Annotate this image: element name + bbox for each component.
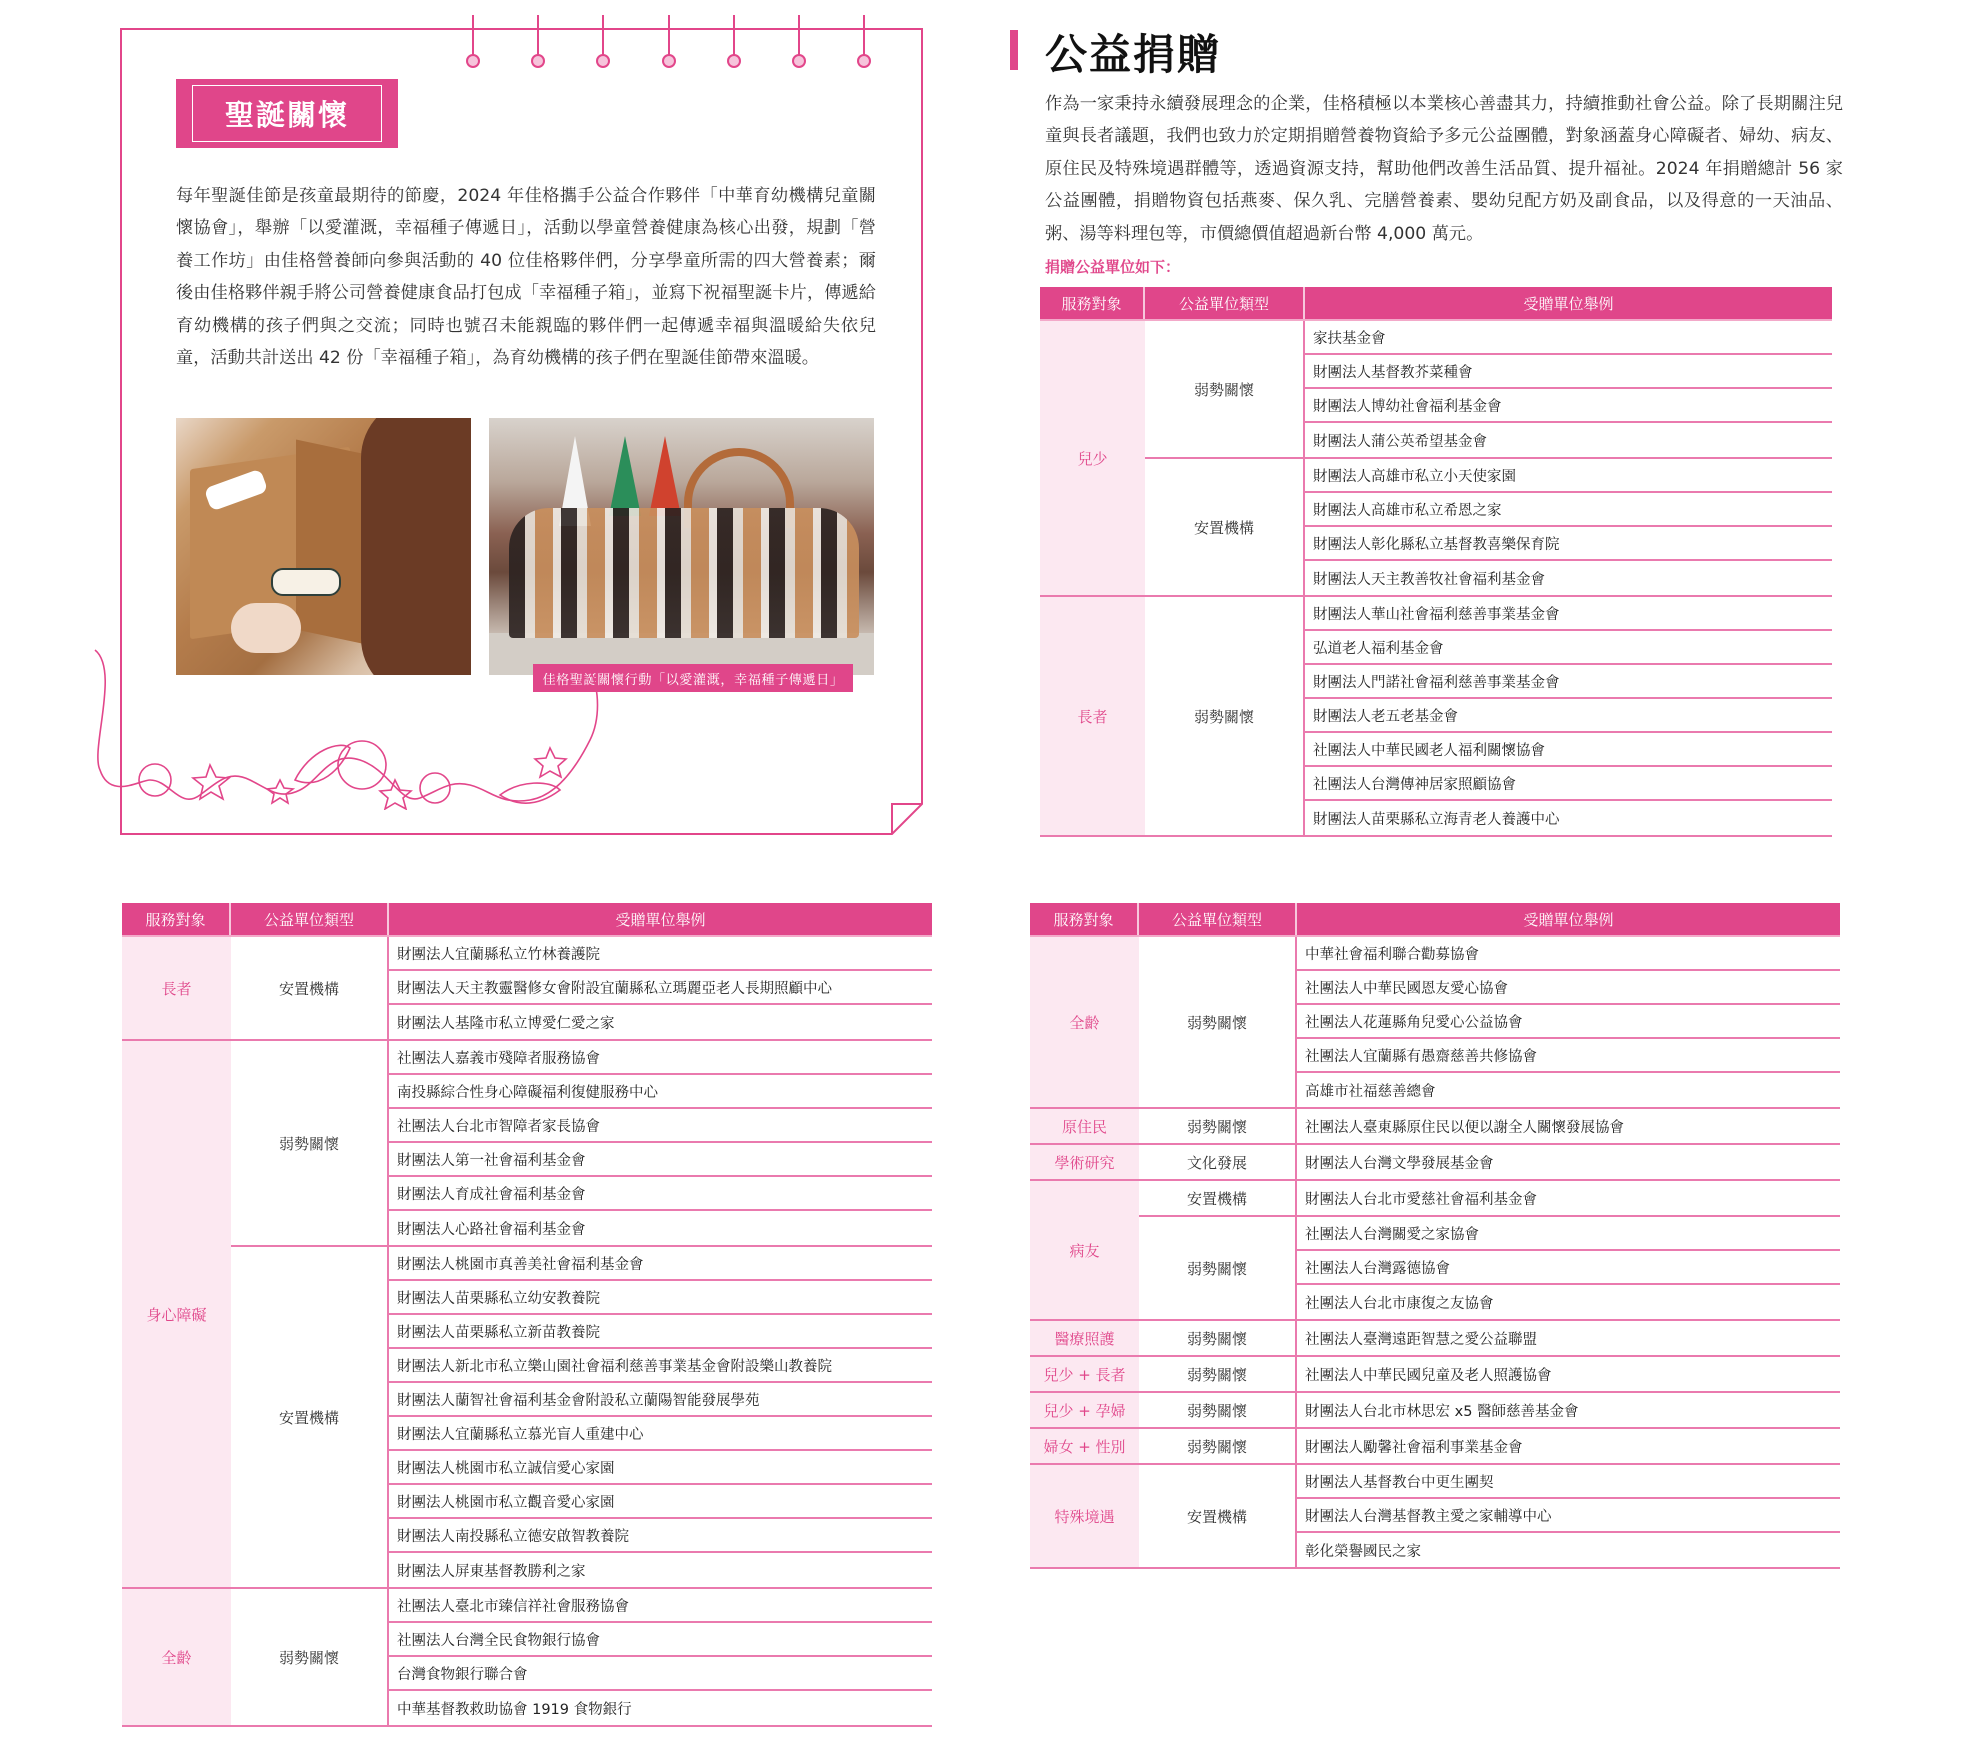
table-row: [1139, 1217, 1840, 1319]
christmas-title-text: 聖誕關懷: [192, 85, 382, 142]
recipient-org-cell: 財團法人育成社會福利基金會: [389, 1177, 932, 1211]
table-row: [231, 1041, 932, 1247]
table-row-group: [122, 1041, 932, 1589]
recipient-org-cell: 財團法人屏東基督教勝利之家: [397, 1563, 586, 1580]
recipient-org-cell: 財團法人桃園市私立誠信愛心家園: [389, 1451, 932, 1485]
table-row: [1139, 1145, 1840, 1179]
recipient-org-cell: 中華社會福利聯合勸募協會: [1297, 937, 1840, 971]
column-header-service-target: 服務對象: [122, 903, 231, 935]
recipient-org-cell: 財團法人台灣基督教主愛之家輔導中心: [1297, 1499, 1840, 1533]
recipient-org-cell: 財團法人宜蘭縣私立慕光盲人重建中心: [389, 1417, 932, 1451]
recipient-org-cell: 社團法人嘉義市殘障者服務協會: [389, 1041, 932, 1075]
recipient-org-cell: 財團法人心路社會福利基金會: [397, 1221, 586, 1238]
recipient-org-cell: 社團法人台北市康復之友協會: [1305, 1295, 1494, 1312]
pin-icon: [857, 15, 871, 67]
christmas-note-frame-bottom-edge: [120, 833, 892, 835]
recipient-org-cell: 中華基督教救助協會 1919 食物銀行: [397, 1701, 632, 1718]
table-row-group: [1030, 1321, 1840, 1357]
table-row-group: [1030, 1429, 1840, 1465]
photo-caption: 佳格聖誕關懷行動「以愛灌溉，幸福種子傳遞日」: [533, 664, 853, 692]
page-fold-corner-icon: [891, 803, 923, 835]
recipient-org-cell: 財團法人桃園市私立觀音愛心家園: [389, 1485, 932, 1519]
table-row-group: [1030, 1145, 1840, 1181]
pin-icon: [466, 15, 480, 67]
table-row: [1139, 937, 1840, 1107]
recipient-org-cell: 社團法人台北市智障者家長協會: [389, 1109, 932, 1143]
pin-icon: [662, 15, 676, 67]
unit-type-cell: 文化發展: [1139, 1145, 1297, 1179]
table-row: [1139, 1357, 1840, 1391]
donation-section-title: 公益捐贈: [1045, 30, 1222, 79]
recipient-org-cell: 南投縣綜合性身心障礙福利復健服務中心: [389, 1075, 932, 1109]
unit-type-cell: 弱勢關懷: [1145, 321, 1305, 457]
service-target-cell: 全齡: [1030, 937, 1139, 1107]
christmas-section-title: [176, 79, 398, 148]
unit-type-cell: 弱勢關懷: [1139, 1393, 1297, 1427]
recipient-org-cell: 社團法人中華民國老人福利關懷協會: [1305, 733, 1832, 767]
recipient-org-cell: 財團法人基督教台中更生團契: [1297, 1465, 1840, 1499]
recipient-org-cell: 財團法人天主教善牧社會福利基金會: [1313, 571, 1545, 588]
recipient-org-cell: 社團法人臺灣遠距智慧之愛公益聯盟: [1305, 1331, 1537, 1348]
service-target-cell: 長者: [122, 937, 231, 1039]
unit-type-cell: 弱勢關懷: [1139, 1429, 1297, 1463]
section-accent-bar: [1010, 30, 1018, 70]
recipient-org-cell: 財團法人華山社會福利慈善事業基金會: [1305, 597, 1832, 631]
table-row: [1139, 1429, 1840, 1463]
column-header-service-target: 服務對象: [1030, 903, 1139, 935]
unit-type-cell: 安置機構: [1139, 1181, 1297, 1215]
service-target-cell: 病友: [1030, 1181, 1139, 1319]
recipient-org-cell: 台灣食物銀行聯合會: [389, 1657, 932, 1691]
table-row-group: [122, 937, 932, 1041]
unit-type-cell: 安置機構: [1139, 1465, 1297, 1567]
recipient-org-cell: 財團法人基督教芥菜種會: [1305, 355, 1832, 389]
recipient-org-cell: 財團法人天主教靈醫修女會附設宜蘭縣私立瑪麗亞老人長期照顧中心: [389, 971, 932, 1005]
recipient-org-cell: 社團法人臺北市臻信祥社會服務協會: [389, 1589, 932, 1623]
recipient-org-cell: 高雄市社福慈善總會: [1305, 1083, 1436, 1100]
unit-type-cell: 弱勢關懷: [1145, 597, 1305, 835]
service-target-cell: 全齡: [122, 1589, 231, 1725]
christmas-note-frame-right-edge: [921, 28, 923, 804]
recipient-org-cell: 財團法人台灣文學發展基金會: [1305, 1155, 1494, 1172]
table-row-group: [1030, 1109, 1840, 1145]
service-target-cell: 原住民: [1030, 1109, 1139, 1143]
recipient-org-cell: 社團法人台灣全民食物銀行協會: [389, 1623, 932, 1657]
recipient-org-cell: 財團法人基隆市私立博愛仁愛之家: [397, 1015, 615, 1032]
service-target-cell: 婦女 + 性別: [1030, 1429, 1139, 1463]
recipient-org-cell: 財團法人桃園市真善美社會福利基金會: [389, 1247, 932, 1281]
service-target-cell: 兒少: [1040, 321, 1145, 595]
table-row: [1139, 1321, 1840, 1355]
recipient-org-cell: 財團法人門諾社會福利慈善事業基金會: [1305, 665, 1832, 699]
unit-type-cell: 安置機構: [1145, 459, 1305, 595]
recipient-org-cell: 財團法人苗栗縣私立海青老人養護中心: [1313, 811, 1560, 828]
recipient-org-cell: 社團法人中華民國恩友愛心協會: [1297, 971, 1840, 1005]
recipient-org-cell: 社團法人台灣露德協會: [1297, 1251, 1840, 1285]
recipient-org-cell: 家扶基金會: [1305, 321, 1832, 355]
table-header: [122, 903, 932, 937]
group-photo: [489, 418, 874, 675]
recipient-org-cell: 社團法人台灣傳神居家照顧協會: [1305, 767, 1832, 801]
table-row: [231, 937, 932, 1039]
pin-icon: [727, 15, 741, 67]
unit-type-cell: 弱勢關懷: [1139, 1109, 1297, 1143]
recipient-org-cell: 財團法人第一社會福利基金會: [389, 1143, 932, 1177]
column-header-recipient-examples: 受贈單位舉例: [1523, 910, 1614, 929]
table-row-group: [1030, 1393, 1840, 1429]
column-header-service-target: 服務對象: [1040, 287, 1145, 319]
recipient-org-cell: 財團法人南投縣私立德安啟智教養院: [389, 1519, 932, 1553]
column-header-unit-type: 公益單位類型: [1139, 903, 1297, 935]
table-row: [1145, 321, 1832, 459]
gift-box-decorating-photo: [176, 418, 471, 675]
recipient-org-cell: 社團法人台灣關愛之家協會: [1297, 1217, 1840, 1251]
recipient-org-cell: 社團法人臺東縣原住民以便以謝全人關懷發展協會: [1305, 1119, 1624, 1136]
recipient-org-cell: 社團法人中華民國兒童及老人照護協會: [1305, 1367, 1552, 1384]
column-header-unit-type: 公益單位類型: [1145, 287, 1305, 319]
table-header: [1030, 903, 1840, 937]
unit-type-cell: 弱勢關懷: [1139, 1321, 1297, 1355]
table-header: [1040, 287, 1832, 321]
recipient-org-cell: 財團法人苗栗縣私立幼安教養院: [389, 1281, 932, 1315]
recipient-org-cell: 財團法人台北市愛慈社會福利基金會: [1305, 1191, 1537, 1208]
recipient-org-cell: 社團法人宜蘭縣有愚齋慈善共修協會: [1297, 1039, 1840, 1073]
recipient-org-cell: 彰化榮譽國民之家: [1305, 1543, 1421, 1560]
pin-icon: [596, 15, 610, 67]
column-header-recipient-examples: 受贈單位舉例: [615, 910, 706, 929]
table-row-group: [1040, 321, 1832, 597]
unit-type-cell: 弱勢關懷: [231, 1041, 389, 1245]
table-row: [1145, 459, 1832, 595]
table-row: [231, 1589, 932, 1725]
recipient-org-cell: 財團法人台北市林思宏 x5 醫師慈善基金會: [1305, 1403, 1579, 1420]
column-header-unit-type: 公益單位類型: [231, 903, 389, 935]
table-row: [1139, 1393, 1840, 1427]
table-row: [1139, 1465, 1840, 1567]
recipient-org-cell: 財團法人蒲公英希望基金會: [1313, 433, 1487, 450]
recipient-org-cell: 財團法人新北市私立樂山園社會福利慈善事業基金會附設樂山教養院: [389, 1349, 932, 1383]
service-target-cell: 兒少 + 長者: [1030, 1357, 1139, 1391]
unit-type-cell: 安置機構: [231, 1247, 389, 1587]
donation-table-1: [1040, 287, 1832, 837]
column-header-recipient-examples: 受贈單位舉例: [1523, 294, 1614, 313]
recipient-org-cell: 財團法人苗栗縣私立新苗教養院: [389, 1315, 932, 1349]
table-row: [1139, 1109, 1840, 1143]
christmas-body-text: 每年聖誕佳節是孩童最期待的節慶，2024 年佳格攜手公益合作夥伴「中華育幼機構兒童關懷協會」，舉辦「以愛灌溉，幸福種子傳遞日」，活動以學童營養健康為核心出發，規劃「營養工作坊」由佳格營養師向參與活動的 40 位佳格夥伴們，分享學童所需的四大營養素；爾後由佳格夥伴親手將公司營養健康食品打包成「幸福種子箱」，並寫下祝福聖誕卡片，傳遞給育幼機構的孩子們與之交流；同時也號召未能親臨的夥伴們一起傳遞幸福與溫暖給失依兒童，活動共計送出 42 份「幸福種子箱」，為育幼機構的孩子們在聖誕佳節帶來溫暖。: [176, 186, 876, 369]
table-row: [231, 1247, 932, 1587]
unit-type-cell: 安置機構: [231, 937, 389, 1039]
service-target-cell: 兒少 + 孕婦: [1030, 1393, 1139, 1427]
pin-icon: [792, 15, 806, 67]
recipient-org-cell: 社團法人花蓮縣角兒愛心公益協會: [1297, 1005, 1840, 1039]
recipient-org-cell: 財團法人老五老基金會: [1305, 699, 1832, 733]
donation-body-text: 作為一家秉持永續發展理念的企業，佳格積極以本業核心善盡其力，持續推動社會公益。除了長期關注兒童與長者議題，我們也致力於定期捐贈營養物資給予多元公益團體，對象涵蓋身心障礙者、婦幼、病友、原住民及特殊境遇群體等，透過資源支持，幫助他們改善生活品質、提升福祉。2024 年捐贈總計 56 家公益團體，捐贈物資包括燕麥、保久乳、完膳營養素、嬰幼兒配方奶及副食品，以及得意的一天油品、粥、湯等料理包等，市價總價值超過新台幣 4,000 萬元。: [1045, 94, 1843, 244]
table-row-group: [1030, 1181, 1840, 1321]
unit-type-cell: 弱勢關懷: [231, 1589, 389, 1725]
unit-type-cell: 弱勢關懷: [1139, 1217, 1297, 1319]
pin-icon: [531, 15, 545, 67]
recipient-org-cell: 財團法人勵馨社會福利事業基金會: [1305, 1439, 1523, 1456]
service-target-cell: 身心障礙: [122, 1041, 231, 1587]
table-row-group: [1030, 1465, 1840, 1569]
recipient-org-cell: 弘道老人福利基金會: [1305, 631, 1832, 665]
service-target-cell: 特殊境遇: [1030, 1465, 1139, 1567]
donation-table-3: [1030, 903, 1840, 1569]
service-target-cell: 長者: [1040, 597, 1145, 835]
table-row-group: [122, 1589, 932, 1727]
donation-list-subtitle: 捐贈公益單位如下：: [1045, 258, 1181, 276]
table-row-group: [1040, 597, 1832, 837]
recipient-org-cell: 財團法人宜蘭縣私立竹林養護院: [389, 937, 932, 971]
donation-table-2: [122, 903, 932, 1727]
table-row: [1145, 597, 1832, 835]
recipient-org-cell: 財團法人高雄市私立小天使家園: [1305, 459, 1832, 493]
unit-type-cell: 弱勢關懷: [1139, 937, 1297, 1107]
recipient-org-cell: 財團法人高雄市私立希恩之家: [1305, 493, 1832, 527]
service-target-cell: 醫療照護: [1030, 1321, 1139, 1355]
recipient-org-cell: 財團法人博幼社會福利基金會: [1305, 389, 1832, 423]
table-row: [1139, 1181, 1840, 1217]
recipient-org-cell: 財團法人蘭智社會福利基金會附設私立蘭陽智能發展學苑: [389, 1383, 932, 1417]
unit-type-cell: 弱勢關懷: [1139, 1357, 1297, 1391]
table-row-group: [1030, 937, 1840, 1109]
service-target-cell: 學術研究: [1030, 1145, 1139, 1179]
table-row-group: [1030, 1357, 1840, 1393]
recipient-org-cell: 財團法人彰化縣私立基督教喜樂保育院: [1305, 527, 1832, 561]
